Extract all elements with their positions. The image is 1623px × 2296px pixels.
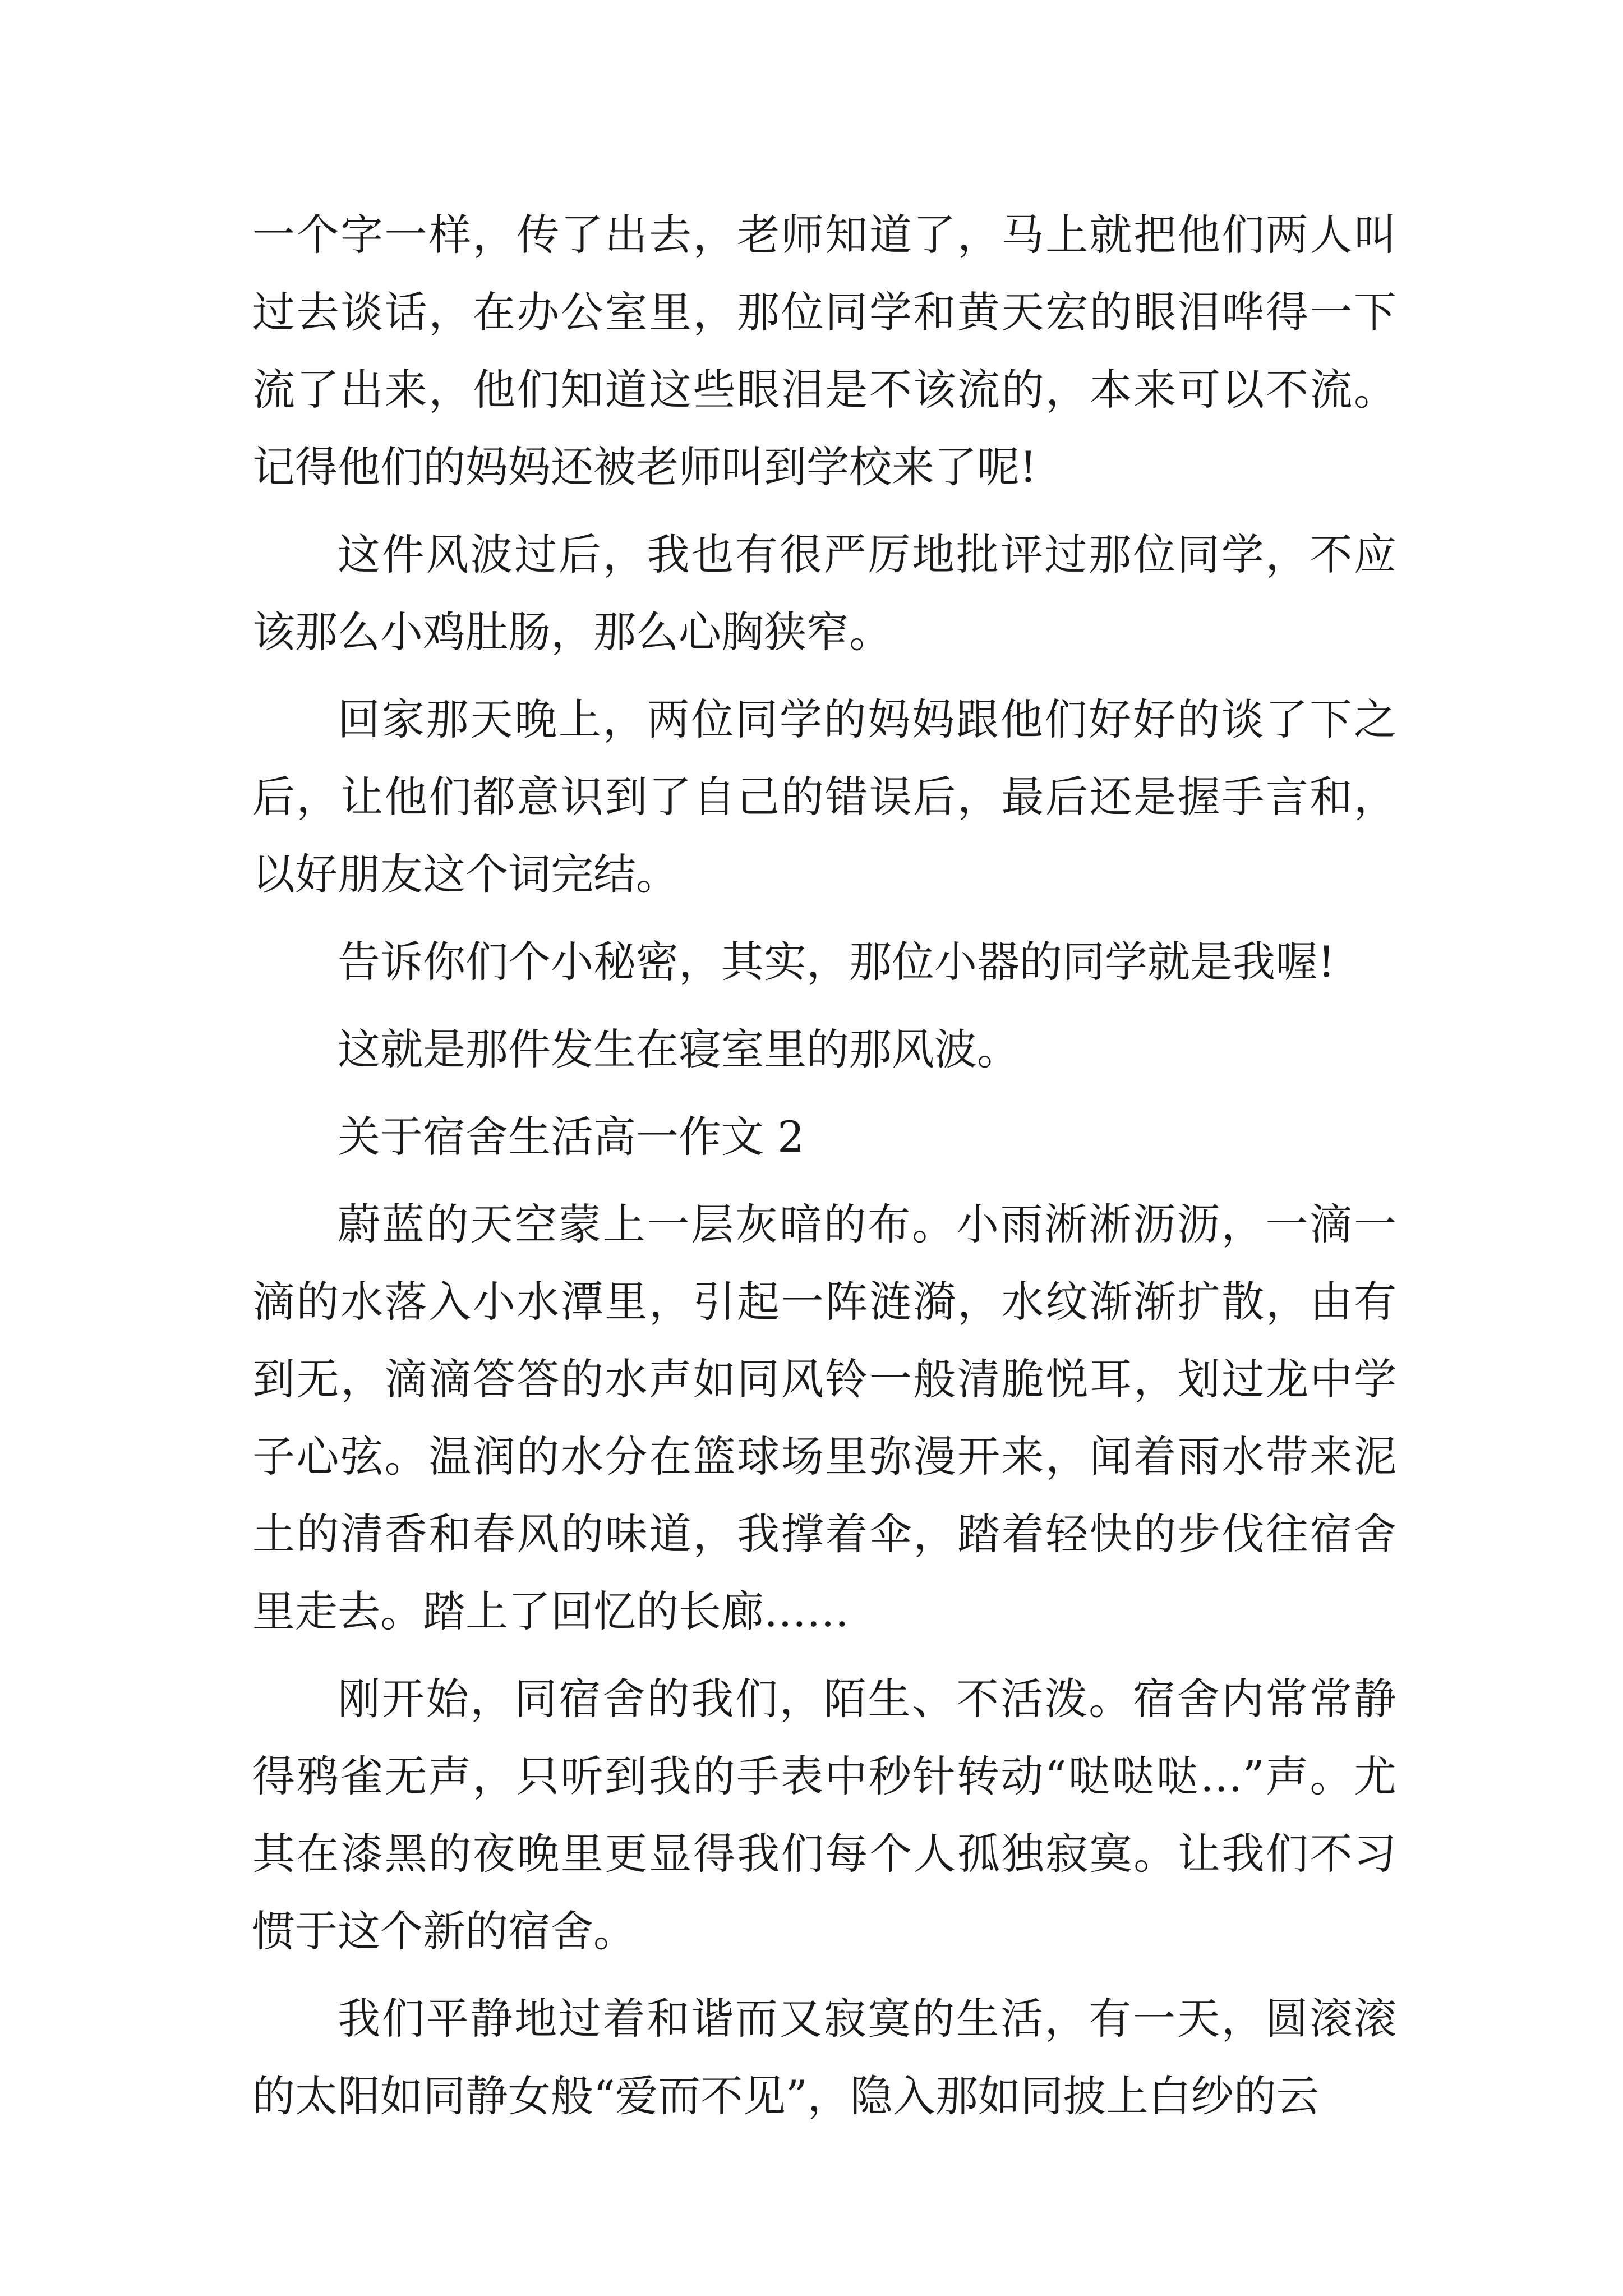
paragraph: 告诉你们个小秘密，其实，那位小器的同学就是我喔!	[338, 937, 1335, 987]
paragraph: 这件风波过后，我也有很严厉地批评过那位同学，不应该那么小鸡肚肠，那么心胸狭窄。	[252, 530, 1396, 657]
document-body	[252, 196, 1396, 2145]
paragraph: 我们平静地过着和谐而又寂寞的生活，有一天，圆滚滚的太阳如同静女般“爱而不见”，隐入那如同披上白纱的云	[252, 1994, 1396, 2121]
paragraph: 刚开始，同宿舍的我们，陌生、不活泼。宿舍内常常静得鸦雀无声，只听到我的手表中秒针转动“哒哒哒…”声。尤其在漆黑的夜晚里更显得我们每个人孤独寂寞。让我们不习惯于这个新的宿舍。	[252, 1674, 1396, 1956]
paragraph: 蔚蓝的天空蒙上一层灰暗的布。小雨淅淅沥沥，一滴一滴的水落入小水潭里，引起一阵涟漪，水纹渐渐扩散，由有到无，滴滴答答的水声如同风铃一般清脆悦耳，划过龙中学子心弦。温润的水分在篮球场里弥漫开来，闻着雨水带来泥土的清香和春风的味道，我撑着伞，踏着轻快的步伐往宿舍里走去。踏上了回忆的长廊……	[252, 1199, 1396, 1636]
paragraph: 回家那天晚上，两位同学的妈妈跟他们好好的谈了下之后，让他们都意识到了自己的错误后，最后还是握手言和，以好朋友这个词完结。	[252, 694, 1396, 899]
paragraph: 这就是那件发生在寝室里的那风波。	[338, 1024, 1020, 1074]
section-heading: 关于宿舍生活高一作文 2	[338, 1112, 805, 1162]
paragraph-continuation: 一个字一样，传了出去，老师知道了，马上就把他们两人叫过去谈话，在办公室里，那位同学和黄天宏的眼泪哗得一下流了出来，他们知道这些眼泪是不该流的，本来可以不流。记得他们的妈妈还被老师叫到学校来了呢!	[252, 210, 1396, 492]
